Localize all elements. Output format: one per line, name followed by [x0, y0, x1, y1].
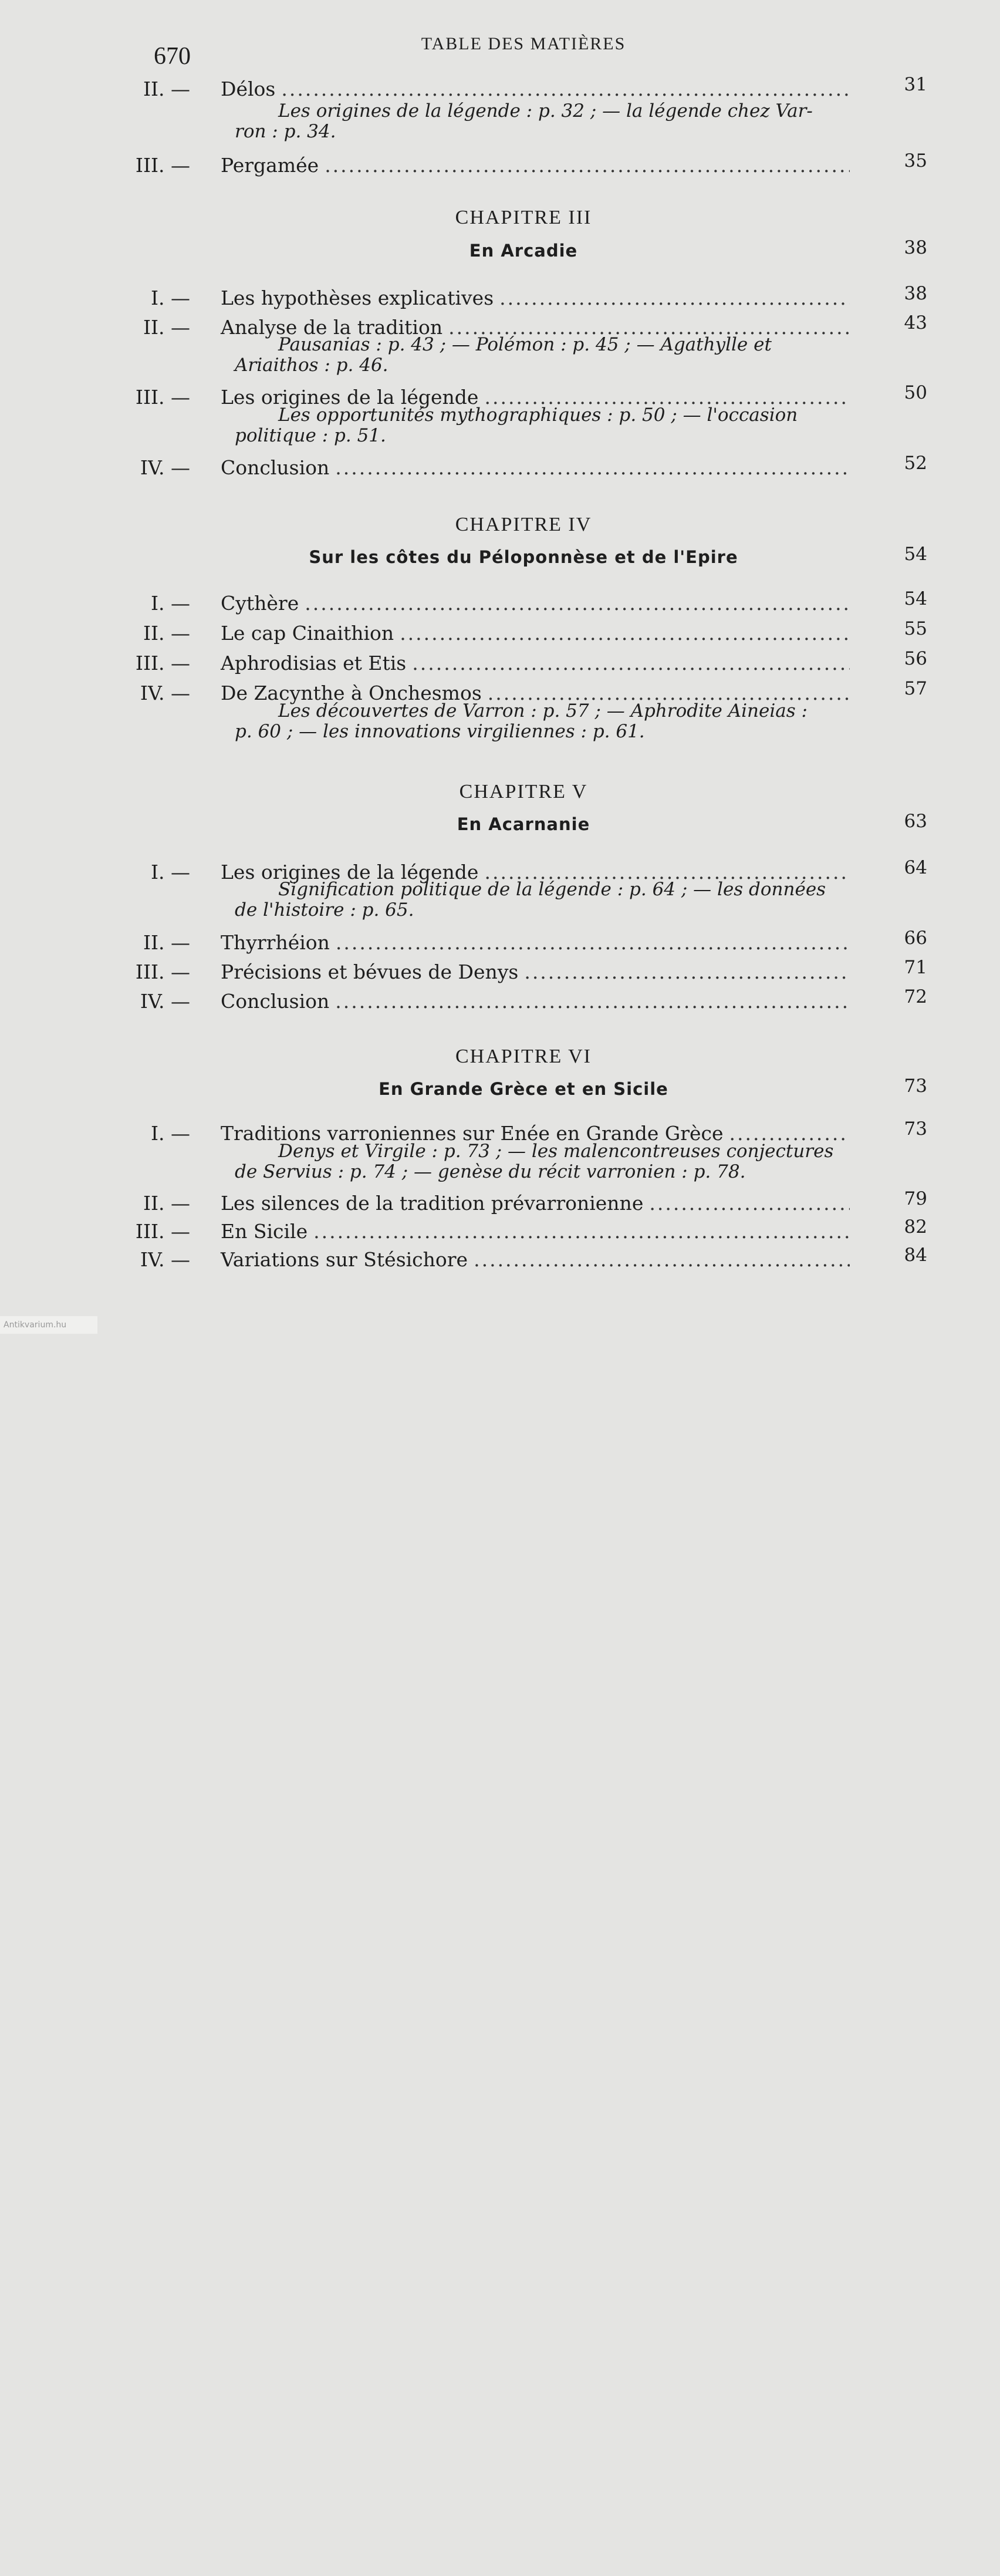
chapter-title: En Arcadie [469, 241, 578, 261]
entry-page: 50 [904, 382, 927, 403]
dot-leader [400, 621, 850, 646]
subtopic-line: de Servius : p. 74 ; — genèse du récit varronien : p. 78. [235, 1161, 746, 1182]
dot-leader [325, 153, 850, 178]
entry-subtopics [235, 1141, 848, 1182]
subtopic-line: Pausanias : p. 43 ; — Polémon : p. 45 ; — Agathylle et [278, 334, 772, 355]
chapter-page: 54 [904, 544, 927, 565]
entry-page: 82 [904, 1216, 927, 1238]
dot-leader [524, 959, 850, 985]
subtopic-line: Ariaithos : p. 46. [235, 355, 388, 376]
entry-number: II. — [143, 931, 190, 954]
subtopic-line: ron : p. 34. [235, 121, 336, 142]
entry-page: 52 [904, 453, 927, 474]
chapter-label: CHAPITRE III [455, 207, 592, 228]
entry-number: I. — [150, 592, 190, 615]
subtopic-line: Les origines de la légende : p. 32 ; — la légende chez Var- [278, 100, 813, 122]
entry-page: 72 [904, 986, 927, 1007]
entry-subtopics [235, 701, 848, 742]
entry-page: 64 [904, 857, 927, 878]
entry-title: Les hypothèses explicatives [221, 286, 494, 309]
running-title: TABLE DES MATIÈRES [421, 34, 626, 53]
entry-title: Les origines de la légende [221, 861, 479, 884]
entry-title: Le cap Cinaithion [221, 622, 394, 645]
entry-page: 79 [904, 1188, 927, 1209]
dot-leader [499, 285, 850, 311]
entry-title: Traditions varroniennes sur Enée en Grande Grèce [221, 1122, 724, 1145]
entry-number: IV. — [140, 1248, 190, 1271]
entry-title: Les origines de la légende [221, 386, 479, 409]
subtopic-line: politique : p. 51. [235, 425, 386, 446]
dot-leader [649, 1191, 850, 1216]
entry-number: II. — [143, 1192, 190, 1215]
entry-page: 73 [904, 1118, 927, 1139]
entry-number: IV. — [140, 990, 190, 1013]
entry-number: IV. — [140, 682, 190, 704]
dot-leader [336, 930, 850, 956]
entry-number: III. — [135, 154, 190, 177]
chapter-title: Sur les côtes du Péloponnèse et de l'Epire [309, 547, 738, 567]
entry-title: Conclusion [221, 456, 330, 479]
dot-leader [305, 591, 850, 616]
dot-leader [313, 1219, 850, 1245]
entry-title: Précisions et bévues de Denys [221, 960, 519, 983]
entry-page: 84 [904, 1245, 927, 1266]
dot-leader [281, 76, 850, 102]
entry-page: 66 [904, 928, 927, 949]
subtopic-line: Signification politique de la légende : p. 64 ; — les données [278, 879, 826, 900]
entry-page: 31 [904, 74, 927, 95]
entry-page: 38 [904, 283, 927, 304]
chapter-title: En Grande Grèce et en Sicile [379, 1079, 668, 1099]
entry-subtopics [235, 335, 848, 376]
entry-title: De Zacynthe à Onchesmos [221, 682, 482, 704]
entry-subtopics [235, 879, 848, 921]
entry-number: III. — [135, 960, 190, 983]
subtopic-line: p. 60 ; — les innovations virgiliennes : p. 61. [235, 721, 645, 742]
entry-number: IV. — [140, 456, 190, 479]
dot-leader [412, 650, 850, 676]
entry-number: I. — [150, 1122, 190, 1145]
entry-number: III. — [135, 386, 190, 409]
watermark: Antikvarium.hu [0, 1316, 97, 1334]
entry-page: 56 [904, 648, 927, 669]
entry-number: II. — [143, 622, 190, 645]
entry-page: 57 [904, 678, 927, 699]
chapter-page: 63 [904, 811, 927, 832]
entry-title: Analyse de la tradition [221, 316, 443, 339]
entry-number: II. — [143, 77, 190, 100]
entry-page: 43 [904, 312, 927, 333]
entry-page: 71 [904, 957, 927, 978]
subtopic-line: Les opportunités mythographiques : p. 50 ; — l'occasion [278, 404, 798, 426]
entry-title: Délos [221, 77, 276, 100]
entry-title: Thyrrhéion [221, 931, 330, 954]
entry-title: Les silences de la tradition prévarronienne [221, 1192, 644, 1215]
entry-subtopics [235, 101, 848, 142]
entry-number: III. — [135, 652, 190, 675]
page-header [0, 31, 1000, 72]
chapter-label: CHAPITRE IV [455, 514, 592, 535]
entry-number: III. — [135, 1220, 190, 1243]
entry-page: 54 [904, 588, 927, 609]
chapter-label: CHAPITRE VI [455, 1046, 592, 1067]
dot-leader [474, 1247, 850, 1273]
entry-title: Pergamée [221, 154, 319, 177]
subtopic-line: de l'histoire : p. 65. [235, 899, 414, 921]
entry-title: Conclusion [221, 990, 330, 1013]
entry-title: Aphrodisias et Etis [221, 652, 407, 675]
entry-number: I. — [150, 286, 190, 309]
chapter-page: 38 [904, 237, 927, 258]
entry-title: En Sicile [221, 1220, 308, 1243]
dot-leader [335, 455, 850, 481]
entry-title: Cythère [221, 592, 299, 615]
entry-page: 35 [904, 150, 927, 171]
subtopic-line: Les découvertes de Varron : p. 57 ; — Aphrodite Aineias : [278, 700, 808, 721]
subtopic-line: Denys et Virgile : p. 73 ; — les malencontreuses conjectures [278, 1141, 834, 1162]
entry-subtopics [235, 405, 848, 446]
dot-leader [335, 989, 850, 1014]
page-number: 670 [154, 43, 191, 70]
entry-number: I. — [150, 861, 190, 884]
chapter-title: En Acarnanie [457, 814, 590, 834]
entry-number: II. — [143, 316, 190, 339]
entry-page: 55 [904, 618, 927, 639]
chapter-label: CHAPITRE V [459, 781, 588, 803]
chapter-page: 73 [904, 1075, 927, 1097]
entry-title: Variations sur Stésichore [221, 1248, 468, 1271]
